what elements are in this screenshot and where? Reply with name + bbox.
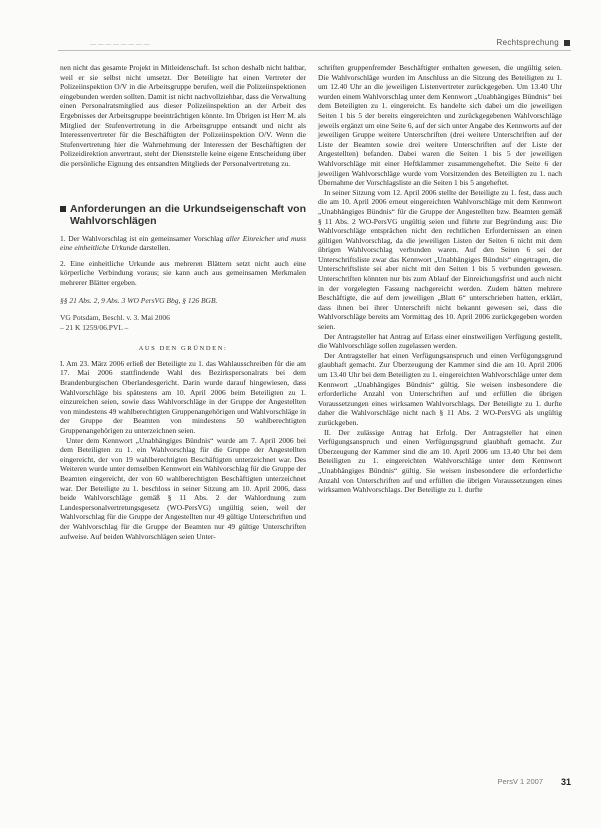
right-column [318,63,562,495]
guide1-end: darstellen. [137,243,171,253]
body-paragraph: II. Der zulässige Antrag hat Erfolg. Der Antragsteller hat einen Verfügungsanspruch und einen Verfügungsgrund glaubhaft gemacht. Zur Überzeugung der Kammer sind die am 10. April 2006 um 13.40 Uhr bei dem Beteiligten zu 1. eingereichten Wahlvorschläge unter dem Kennwort „Unabhängiges Bündnis“ gültig. Sie weisen insbesondere die erforderliche Anzahl von Unterschriften auf und erfüllen die übrigen Voraussetzungen eines wirksamen Wahlvorschlags. Der Beteiligte zu 1. durfte [318,427,562,495]
left-column [60,63,306,541]
journal-footer: PersV 1 2007 [497,777,543,786]
body-paragraph: Der Antragsteller hat Antrag auf Erlass einer einstweiligen Verfügung gestellt, die Wahlvorschläge sollen zugelassen werden. [318,331,562,351]
body-paragraph: I. Am 23. März 2006 erließ der Beteiligte zu 1. das Wahlausschreiben für die am 17. Mai 2006 stattfindende Wahl des Bezirkspersonalrats bei dem Brandenburgischen Oberlandesgericht. Darin wurde darauf hingewiesen, dass Wahlvorschläge bis spätestens am 10. April 2006 beim Beteiligten zu 1. einzureichen seien, sowie dass Wahlvorschläge in der Gruppe der Angestellten von mindestens 49 wahlberechtigten Gruppenangehörigen und Wahlvorschläge in der Gruppe der Beamten von mindestens 50 wahlberechtigten Gruppenangehörigen zu unterzeichnen seien. [60,358,306,436]
guiding-principle-2: 2. Eine einheitliche Urkunde aus mehreren Blättern setzt nicht auch eine körperliche Verbindung voraus; sie kann auch aus gemeinsamen Merkmalen mehrerer Blätter ergeben. [60,258,306,287]
grounds-title: AUS DEN GRÜNDEN: [138,345,228,353]
court-decision: VG Potsdam, Beschl. v. 3. Mai 2006 [60,313,170,323]
guiding-principle-1 [60,234,306,253]
docket-number: – 21 K 1259/06.PVL – [60,322,129,332]
header-rule [58,50,571,51]
body-paragraph: In seiner Sitzung vom 12. April 2006 stellte der Beteiligte zu 1. fest, dass auch die am 10. April 2006 erneut eingereichten Wahlvorschläge mit dem Kennwort „Unabhängiges Bündnis“ für die Gruppe der Angestellten bzw. Beamten gemäß § 11 Abs. 2 WO-PersVG ungültig seien und führte zur Begründung aus: Die Wahlvorschläge entsprächen nicht den rechtlichen Erfordernissen an einen gültigen Wahlvorschlag, da die jeweiligen Listen der Seiten 6 nicht mit dem übrigen Wahlvorschlag verbunden waren. Auf den Seiten 6 sei der Unterschriftsliste zwar das Kennwort „Unabhängiges Bündnis“ eingetragen, die Unterschriftsliste sei aber nicht mit den Seiten 1 bis 5 verbunden gewesen. Unterschriften könnten nur bis zum Ablauf der Einreichungsfrist und auch nicht in der vorgelegten Fassung nachgereicht werden. Zudem hätten mehrere Beschäftigte, die auf dem jeweiligen „Blatt 6“ unterschrieben hatten, erklärt, dass ihnen bei ihrer Unterschrift nicht bekannt gewesen sei, dass die Wahlvorschläge bereits am Vormittag des 10. April 2006 zurückgegeben worden seien. [318,187,562,332]
body-paragraph: schriften gruppenfremder Beschäftigter enthalten gewesen, die ungültig seien. Die Wahlvorschläge wurden im Anschluss an die Sitzung des Beteiligten zu 1. um 12.40 Uhr an die jeweiligen Listenvertreter zurückgegeben. Um 13.40 Uhr wurden einem Wahlvorschlag unter dem Kennwort „Unabhängiges Bündnis“ bei dem Beteiligten zu 1. eingereicht. Es handelte sich dabei um die jeweiligen Seiten 1 bis 5 der bereits eingereichten und zurückgegebenen Wahlvorschläge jeweils ergänzt um eine Seite 6, auf der sich unter Angabe des Kennworts auf der jeweiligen Gruppe weitere Unterschriften (drei weitere Unterschriften auf der Liste der Beamten sowie drei weitere Unterschriften auf der Liste der Angestellten) befanden. Dabei waren die Seiten 1 bis 5 der jeweiligen Wahlvorschläge mit einer Heftklammer zusammengeheftet. Die Seite 6 der jeweiligen Wahlvorschläge wurde vom Vorsitzenden des Beteiligten zu 1. nach Übernahme der Vorschlagsliste an die Seiten 1 bis 5 angeheftet. [318,63,562,188]
body-paragraph: Der Antragsteller hat einen Verfügungsanspruch und einen Verfügungsgrund glaubhaft gemacht. Zur Überzeugung der Kammer sind die am 10. April 2006 um 13.40 Uhr bei dem Beteiligten zu 1. eingereichten Wahlvorschläge unter dem Kennwort „Unabhängiges Bündnis“ gültig. Sie weisen insbesondere die erforderliche Anzahl von Unterschriften auf und erfüllen die übrigen Voraussetzungen eines wirksamen Wahlvorschlags. Der Beteiligte zu 1. durfte daher die Wahlvorschläge nicht nach § 11 Abs. 2 WO-PersVG als ungültig zurückgeben. [318,350,562,427]
guide1-text: 1. Der Wahlvorschlag ist ein gemeinsamer Vorschlag [60,233,226,243]
page-number: 31 [560,777,571,787]
heading-marker [60,206,66,212]
statute-citation: §§ 21 Abs. 2, 9 Abs. 3 WO PersVG Bbg, § 126 BGB. [60,295,218,305]
section-marker [564,40,570,46]
intro-paragraph: nen nicht das gesamte Projekt in Mitleidenschaft. Ist schon deshalb nicht haltbar, weil er sie selbst nicht umsetzt. Der Beteiligte hat einen Vertreter der Polizeiinspektion O/V in die Arbeitsgruppe berufen, weil die Polizeiinspektionen eingebunden werden sollten. Damit ist nicht nachvollziehbar, dass die Verwaltung einen Personalratsmitglied aus dieser Polizeiinspektion an der Arbeit des Ergebnisses der Arbeitsgruppe beeinträchtigen könnte. Im Übrigen ist Herr M. als Mitglied der Stufenvertretung in die Arbeitsgruppe entsandt und nicht als Interessenvertreter für die Beschäftigten der Polizeiinspektion O/V. Wenn die Stufenvertretung hier die Wahrnehmung der Interessen der Beschäftigten der Polizeidirektion anvertraut, steht der Dienststelle keine eigene Entscheidung über die persönliche Eignung des entsandten Mitglieds der Personalvertretung zu. [60,63,306,168]
body-paragraph: Unter dem Kennwort „Unabhängiges Bündnis“ wurde am 7. April 2006 bei dem Beteiligten zu 1. ein Wahlvorschlag für die Gruppe der Angestellten eingereicht, der von 19 wahlberechtigten Beschäftigten unterzeichnet war. Des Weiteren wurde unter demselben Kennwort ein Wahlvorschlag für die Gruppe der Beamten eingereicht, der von 60 wahlberechtigten Beschäftigten unterzeichnet war. Der Beteiligte zu 1. beschloss in seiner Sitzung am 10. April 2006, dass beide Wahlvorschläge gemäß § 11 Abs. 2 der Wahlordnung zum Landespersonalvertretungsgesetz (WO-PersVG) ungültig seien, weil der Wahlvorschlag für die Gruppe der Angestellten nur 49 gültige Unterschriften und der Wahlvorschlag für die Gruppe der Beamten nur 49 gültige Unterschriften aufweise. Auf beiden Wahlvorschlägen seien Unter- [60,435,306,541]
guide1-emphasis: aller Einreicher und muss eine einheitliche Urkunde [60,233,307,253]
heading-text: Anforderungen an die Urkundseigenschaft von Wahlvorschlägen [70,202,306,228]
section-header: Rechtsprechung [496,38,559,47]
running-header-faint: — — — — — — — — [90,42,150,48]
section-heading [60,203,306,228]
